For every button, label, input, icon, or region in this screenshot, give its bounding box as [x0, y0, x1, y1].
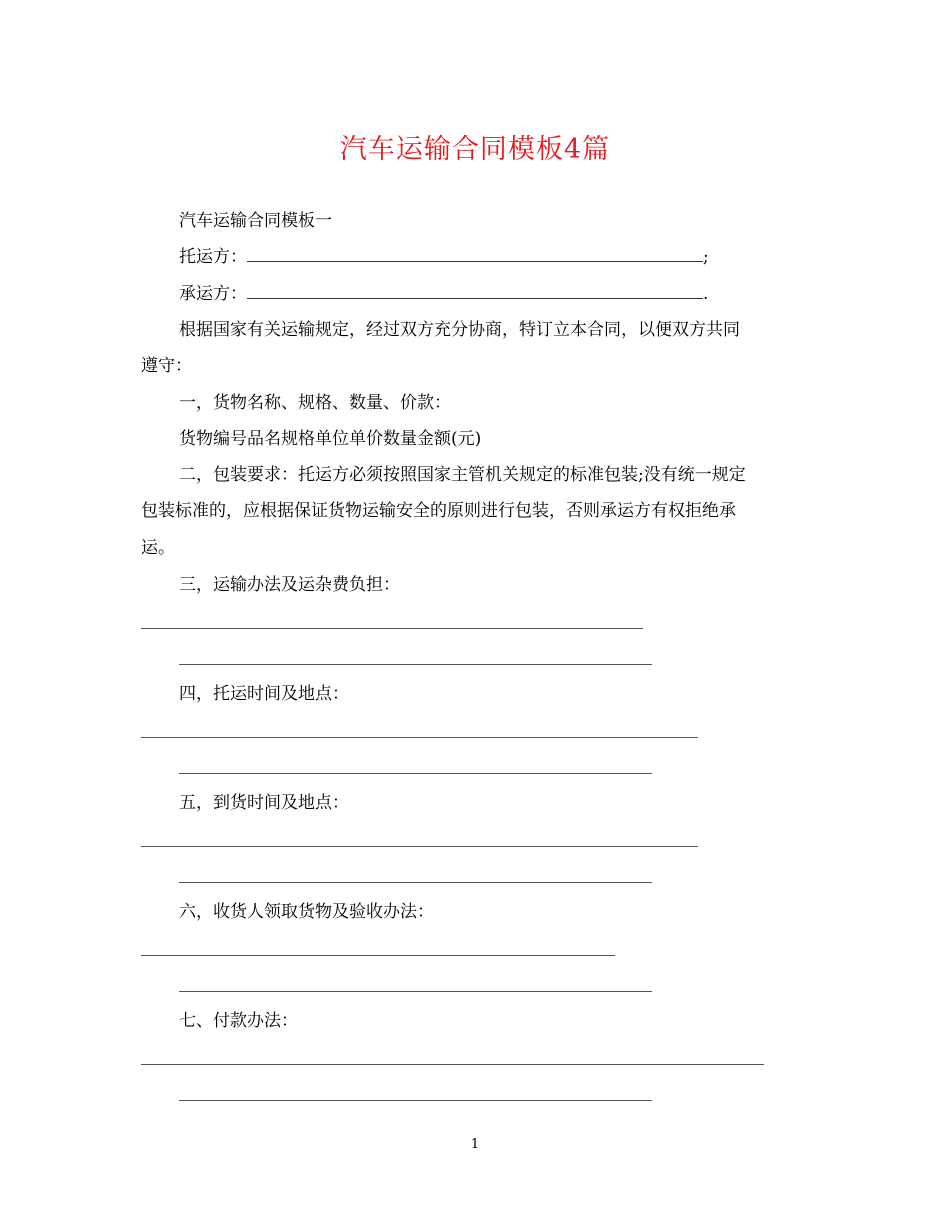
carrier-blank — [247, 282, 703, 299]
section-2-line-2: 包装标准的，应根据保证货物运输安全的原则进行包装，否则承运方有权拒绝承 — [141, 501, 736, 521]
section-3-blank-rule-1 — [141, 628, 643, 629]
section-5-blank-rule-1 — [141, 846, 698, 847]
section-7-heading: 七、付款办法： — [179, 1011, 298, 1031]
section-4-blank-rule-1 — [141, 737, 698, 738]
consignor-label: 托运方： — [179, 247, 247, 267]
section-4-blank-rule-2 — [179, 773, 652, 774]
intro-paragraph-line-1: 根据国家有关运输规定，经过双方充分协商，特订立本合同，以便双方共同 — [179, 320, 740, 340]
section-2-line-3: 运。 — [141, 538, 175, 558]
consignor-line — [179, 245, 709, 269]
document-title: 汽车运输合同模板4篇 — [339, 134, 611, 165]
section-2-line-1: 二，包装要求：托运方必须按照国家主管机关规定的标准包装;没有统一规定 — [179, 465, 746, 485]
carrier-line — [179, 282, 708, 306]
section-5-blank-rule-2 — [179, 882, 652, 883]
section-1-columns: 货物编号品名规格单位单价数量金额(元) — [179, 429, 482, 449]
carrier-label: 承运方： — [179, 284, 247, 304]
consignor-end: ; — [703, 247, 709, 267]
section-4-heading: 四，托运时间及地点： — [179, 684, 349, 704]
intro-paragraph-line-2: 遵守： — [141, 356, 192, 376]
section-7-blank-rule-2 — [179, 1100, 652, 1101]
section-3-heading: 三，运输办法及运杂费负担： — [179, 575, 400, 595]
section-6-heading: 六，收货人领取货物及验收办法： — [179, 902, 434, 922]
section-3-blank-rule-2 — [179, 664, 652, 665]
section-6-blank-rule-1 — [141, 955, 615, 956]
section-1-heading: 一，货物名称、规格、数量、价款： — [179, 393, 451, 413]
section-5-heading: 五，到货时间及地点： — [179, 793, 349, 813]
section-7-blank-rule-1 — [141, 1064, 764, 1065]
section-6-blank-rule-2 — [179, 991, 652, 992]
carrier-end: . — [703, 284, 709, 304]
page-number: 1 — [470, 1137, 480, 1152]
contract-subtitle: 汽车运输合同模板一 — [179, 211, 332, 231]
consignor-blank — [247, 245, 703, 262]
